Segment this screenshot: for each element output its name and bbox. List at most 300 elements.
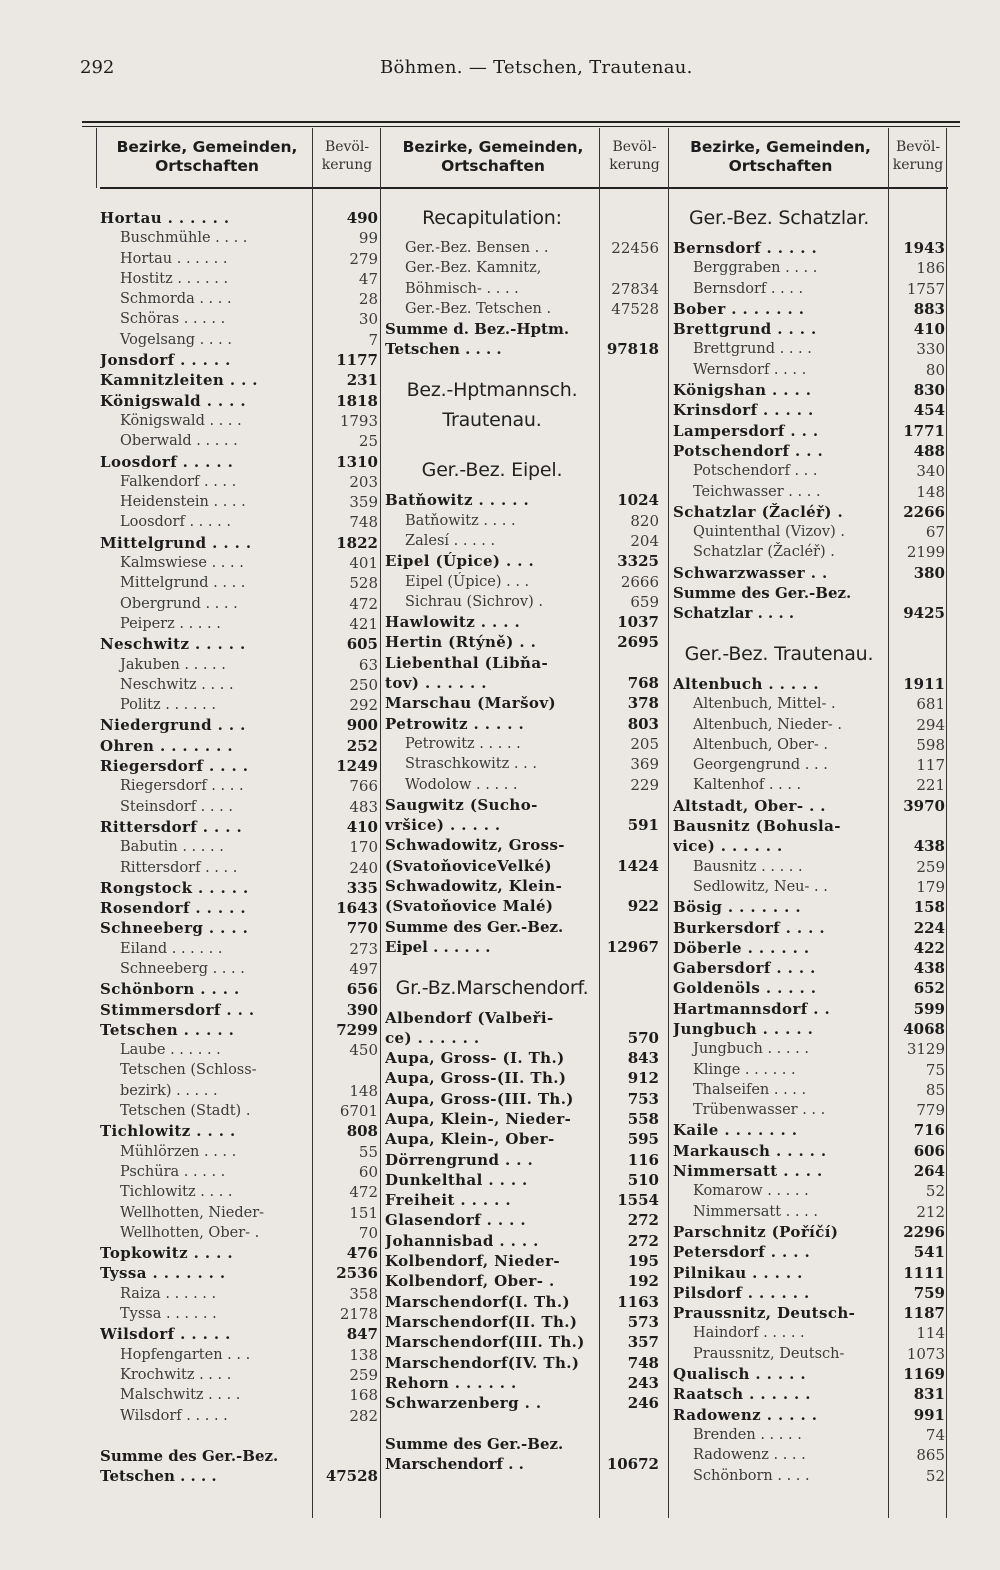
population-value: 330 xyxy=(916,340,945,359)
population-value: 820 xyxy=(630,511,659,530)
place-name: Nimmersatt . . . . xyxy=(673,1162,823,1181)
population-value: 2266 xyxy=(903,502,945,521)
population-value: 1818 xyxy=(336,391,378,410)
place-name: Marschendorf(II. Th.) xyxy=(385,1312,578,1331)
population-value: 681 xyxy=(916,695,945,714)
place-name: Wellhotten, Ober- . xyxy=(120,1224,260,1241)
population-value: 922 xyxy=(627,897,659,916)
population-value: 766 xyxy=(349,777,378,796)
place-name: Marschau (Maršov) xyxy=(385,694,556,713)
place-name: Ger.-Bez. Bensen . . xyxy=(405,240,549,256)
place-name: Jungbuch . . . . . xyxy=(673,1019,814,1038)
table-column-2 xyxy=(385,128,668,1518)
population-value: 340 xyxy=(916,462,945,481)
place-name: Raiza . . . . . . xyxy=(120,1285,217,1302)
header-name: Bezirke, Gemeinden, Ortschaften xyxy=(116,138,298,175)
place-name: Aupa, Gross-(II. Th.) xyxy=(385,1069,567,1088)
population-value: 240 xyxy=(349,858,378,877)
population-value: 279 xyxy=(349,249,378,268)
place-name: Freiheit . . . . . xyxy=(385,1191,512,1210)
place-name: Eipel (Úpice) . . . xyxy=(405,573,530,590)
population-value: 47528 xyxy=(325,1467,378,1486)
place-name: Mittelgrund . . . . xyxy=(100,533,252,552)
population-value: 1310 xyxy=(336,452,378,471)
population-value: 212 xyxy=(916,1202,945,1221)
population-value: 1793 xyxy=(339,411,378,430)
population-value: 55 xyxy=(358,1142,378,1161)
column-divider xyxy=(380,128,381,1518)
place-name: Hawlowitz . . . . xyxy=(385,613,521,632)
place-name: Ger.-Bez. Eipel. xyxy=(421,460,563,481)
place-name: Topkowitz . . . . xyxy=(100,1244,233,1263)
place-name: Klinge . . . . . . xyxy=(693,1061,796,1078)
top-rule-thin xyxy=(82,126,960,127)
population-value: 831 xyxy=(913,1385,945,1404)
population-value: 148 xyxy=(349,1081,378,1100)
population-value: 203 xyxy=(349,472,378,491)
place-name: Gabersdorf . . . . xyxy=(673,959,816,978)
place-name: Petrowitz . . . . . xyxy=(405,735,521,752)
place-name: Neschwitz . . . . xyxy=(120,676,234,693)
population-value: 358 xyxy=(349,1284,378,1303)
place-name: Hertin (Rtýně) . . xyxy=(385,633,537,652)
place-name: Georgengrund . . . xyxy=(693,757,828,774)
place-name: Böhmisch- . . . . xyxy=(405,280,519,297)
population-value: 6701 xyxy=(339,1102,378,1121)
place-name: Krochwitz . . . . xyxy=(120,1366,232,1383)
place-name: Potschendorf . . . xyxy=(693,463,818,480)
place-name: Eipel (Úpice) . . . xyxy=(385,552,535,571)
place-name: Petersdorf . . . . xyxy=(673,1243,811,1262)
place-name: Malschwitz . . . . xyxy=(120,1387,241,1404)
table-column-3 xyxy=(673,128,948,1518)
place-name: Radowenz . . . . xyxy=(693,1447,806,1464)
population-value: 472 xyxy=(349,594,378,613)
population-value: 3970 xyxy=(903,796,945,815)
population-value: 422 xyxy=(913,938,945,957)
place-name: Brettgrund . . . . xyxy=(693,341,812,358)
place-name: Königswald . . . . xyxy=(100,391,247,410)
population-value: 378 xyxy=(627,694,659,713)
place-name: Eiland . . . . . . xyxy=(120,940,223,957)
place-name: Schwarzenberg . . xyxy=(385,1394,542,1413)
place-name: Ohren . . . . . . . xyxy=(100,736,234,755)
place-name: Rittersdorf . . . . xyxy=(120,859,238,876)
population-value: 490 xyxy=(346,209,378,227)
column-divider xyxy=(946,128,947,1518)
place-name: Peiperz . . . . . xyxy=(120,615,221,632)
population-value: 243 xyxy=(627,1373,659,1392)
population-value: 221 xyxy=(916,776,945,795)
table-column-1 xyxy=(100,128,380,1518)
population-value: 595 xyxy=(627,1130,659,1149)
place-name: Komarow . . . . . xyxy=(693,1183,809,1200)
population-value: 591 xyxy=(627,816,659,835)
population-value: 7299 xyxy=(336,1020,378,1039)
population-value: 27834 xyxy=(611,279,659,298)
place-name: Altenbuch, Ober- . xyxy=(693,736,828,753)
place-name: Jakuben . . . . . xyxy=(120,656,226,673)
population-value: 186 xyxy=(916,259,945,278)
population-value: 252 xyxy=(346,736,378,755)
place-name: Goldenöls . . . . . xyxy=(673,979,817,998)
place-name: Tetschen . . . . xyxy=(385,340,502,359)
population-value: 47528 xyxy=(611,299,659,318)
place-name: Markausch . . . . . xyxy=(673,1141,827,1160)
population-value: 10672 xyxy=(606,1455,659,1474)
column-header xyxy=(385,128,668,186)
place-name: ce) . . . . . . xyxy=(385,1028,480,1047)
place-name: Summe d. Bez.-Hptm. xyxy=(385,320,570,339)
place-name: Lampersdorf . . . xyxy=(673,421,819,440)
place-name: Pschüra . . . . . xyxy=(120,1163,226,1180)
place-name: Tetschen . . . . xyxy=(100,1467,217,1486)
place-name: Kaile . . . . . . . xyxy=(673,1121,798,1140)
population-value: 438 xyxy=(913,959,945,978)
place-name: Riegersdorf . . . . xyxy=(100,757,249,776)
place-name: Bernsdorf . . . . . xyxy=(673,239,818,257)
running-head: Böhmen. — Tetschen, Trautenau. xyxy=(380,57,693,78)
place-name: Quintenthal (Vizov) . xyxy=(693,524,845,541)
population-value: 195 xyxy=(627,1252,659,1271)
place-name: Krinsdorf . . . . . xyxy=(673,401,814,420)
population-value: 510 xyxy=(627,1170,659,1189)
place-name: Petrowitz . . . . . xyxy=(385,714,525,733)
place-name: Rosendorf . . . . . xyxy=(100,899,247,918)
population-value: 148 xyxy=(916,482,945,501)
place-name: Altenbuch, Nieder- . xyxy=(693,716,842,733)
place-name: Aupa, Gross-(III. Th.) xyxy=(385,1089,574,1108)
population-value: 272 xyxy=(627,1211,659,1230)
place-name: Schönborn . . . . xyxy=(100,980,240,999)
population-value: 80 xyxy=(925,360,945,379)
place-name: Heidenstein . . . . xyxy=(120,494,246,511)
place-name: Wodolow . . . . . xyxy=(405,776,518,793)
place-name: Dörrengrund . . . xyxy=(385,1150,534,1169)
place-name: Hartmannsdorf . . xyxy=(673,999,831,1018)
place-name: Dunkelthal . . . . xyxy=(385,1170,528,1189)
population-value: 4068 xyxy=(903,1019,945,1038)
place-name: Schneeberg . . . . xyxy=(120,960,245,977)
column-divider xyxy=(312,128,313,1518)
population-value: 808 xyxy=(346,1122,378,1141)
place-name: Tetschen (Stadt) . xyxy=(120,1103,251,1120)
population-value: 865 xyxy=(916,1446,945,1465)
population-value: 158 xyxy=(913,898,945,917)
population-value: 272 xyxy=(627,1231,659,1250)
place-name: Laube . . . . . . xyxy=(120,1042,221,1059)
population-value: 3129 xyxy=(906,1040,945,1059)
population-value: 2178 xyxy=(339,1305,378,1324)
place-name: Thalseifen . . . . xyxy=(693,1081,807,1098)
top-rule xyxy=(82,121,960,123)
population-value: 7 xyxy=(368,330,378,349)
population-value: 246 xyxy=(627,1394,659,1413)
place-name: Döberle . . . . . . xyxy=(673,938,810,957)
place-name: (Svatoňovice Malé) xyxy=(385,897,554,916)
place-name: Trautenau. xyxy=(442,410,542,431)
population-value: 99 xyxy=(358,229,378,248)
place-name: Rehorn . . . . . . xyxy=(385,1373,517,1392)
population-value: 768 xyxy=(627,674,659,693)
population-value: 912 xyxy=(627,1069,659,1088)
place-name: Kolbendorf, Ober- . xyxy=(385,1272,555,1291)
population-value: 170 xyxy=(349,838,378,857)
population-value: 401 xyxy=(349,554,378,573)
place-name: Oberwald . . . . . xyxy=(120,433,238,450)
population-value: 454 xyxy=(913,401,945,420)
population-value: 748 xyxy=(349,513,378,532)
place-name: Raatsch . . . . . . xyxy=(673,1385,811,1404)
place-name: Jonsdorf . . . . . xyxy=(100,351,231,370)
population-value: 421 xyxy=(349,614,378,633)
place-name: Schwadowitz, Gross- xyxy=(385,836,565,855)
place-name: Trübenwasser . . . xyxy=(693,1102,826,1119)
population-value: 883 xyxy=(913,299,945,318)
place-name: Altstadt, Ober- . . xyxy=(673,796,826,815)
population-value: 1249 xyxy=(336,757,378,776)
place-name: Kamnitzleiten . . . xyxy=(100,371,258,390)
place-name: Königswald . . . . xyxy=(120,412,242,429)
place-name: Bösig . . . . . . . xyxy=(673,898,802,917)
population-value: 25 xyxy=(358,432,378,451)
population-value: 250 xyxy=(349,675,378,694)
place-name: Haindorf . . . . . xyxy=(693,1325,805,1342)
place-name: Stimmersdorf . . . xyxy=(100,1000,255,1019)
place-name: Recapitulation: xyxy=(422,208,562,229)
population-value: 2536 xyxy=(336,1264,378,1283)
header-population: Bevöl- kerung xyxy=(609,139,660,173)
population-value: 716 xyxy=(913,1121,945,1140)
place-name: Kaltenhof . . . . xyxy=(693,777,802,794)
population-value: 67 xyxy=(925,523,945,542)
place-name: Hortau . . . . . . xyxy=(120,250,228,267)
place-name: Ger.-Bez. Trautenau. xyxy=(684,643,874,665)
population-value: 570 xyxy=(627,1028,659,1047)
place-name: Falkendorf . . . . xyxy=(120,473,237,490)
place-name: Teichwasser . . . . xyxy=(693,483,821,500)
place-name: Mühlörzen . . . . xyxy=(120,1143,237,1160)
place-name: Obergrund . . . . xyxy=(120,595,238,612)
population-value: 3325 xyxy=(617,552,659,571)
place-name: Summe des Ger.-Bez. xyxy=(385,1434,564,1453)
place-name: Aupa, Klein-, Nieder- xyxy=(385,1109,572,1128)
population-value: 1187 xyxy=(903,1304,945,1323)
place-name: Pilnikau . . . . . xyxy=(673,1263,803,1282)
place-name: Batňowitz . . . . xyxy=(405,512,516,529)
population-value: 472 xyxy=(349,1183,378,1202)
place-name: Bausnitz . . . . . xyxy=(693,858,803,875)
place-name: Wernsdorf . . . . xyxy=(693,361,807,378)
place-name: Rittersdorf . . . . xyxy=(100,817,243,836)
column-divider xyxy=(888,128,889,1518)
place-name: Buschmühle . . . . xyxy=(120,230,248,247)
population-value: 390 xyxy=(346,1000,378,1019)
place-name: Bez.-Hptmannsch. xyxy=(406,380,578,401)
place-name: Tichlowitz . . . . xyxy=(120,1184,233,1201)
population-value: 60 xyxy=(358,1162,378,1181)
population-value: 1424 xyxy=(617,856,659,875)
population-value: 748 xyxy=(627,1353,659,1372)
population-value: 779 xyxy=(916,1101,945,1120)
population-value: 1822 xyxy=(336,533,378,552)
population-value: 770 xyxy=(346,919,378,938)
population-value: 759 xyxy=(913,1283,945,1302)
population-value: 1771 xyxy=(903,421,945,440)
place-name: Summe des Ger.-Bez. xyxy=(385,917,564,936)
population-value: 1037 xyxy=(617,613,659,632)
population-value: 2666 xyxy=(620,572,659,591)
place-name: Riegersdorf . . . . xyxy=(120,778,244,795)
place-name: Radowenz . . . . . xyxy=(673,1405,818,1424)
place-name: Brettgrund . . . . xyxy=(673,320,817,339)
header-population: Bevöl- kerung xyxy=(321,139,373,173)
population-value: 85 xyxy=(925,1080,945,1099)
population-value: 1554 xyxy=(617,1191,659,1210)
place-name: Politz . . . . . . xyxy=(120,697,216,714)
place-name: Wellhotten, Nieder- xyxy=(120,1204,265,1221)
population-value: 52 xyxy=(925,1466,945,1485)
population-value: 573 xyxy=(627,1312,659,1331)
population-value: 138 xyxy=(349,1345,378,1364)
population-value: 117 xyxy=(916,756,945,775)
population-value: 1943 xyxy=(903,239,945,257)
population-value: 224 xyxy=(913,918,945,937)
place-name: Gr.-Bz.Marschendorf. xyxy=(395,977,589,998)
header-name: Bezirke, Gemeinden, Ortschaften xyxy=(402,138,584,175)
place-name: Liebenthal (Libňa- xyxy=(385,653,549,672)
population-value: 47 xyxy=(358,269,378,288)
population-value: 380 xyxy=(913,563,945,582)
population-value: 2296 xyxy=(903,1222,945,1241)
column-header xyxy=(673,128,948,186)
place-name: tov) . . . . . . xyxy=(385,674,487,693)
place-name: Marschendorf . . xyxy=(385,1455,524,1474)
population-value: 1911 xyxy=(903,674,945,693)
population-value: 114 xyxy=(916,1324,945,1343)
population-value: 28 xyxy=(358,290,378,309)
place-name: Marschendorf(I. Th.) xyxy=(385,1292,570,1311)
place-name: Straschkowitz . . . xyxy=(405,756,537,773)
population-value: 359 xyxy=(349,493,378,512)
population-value: 12967 xyxy=(606,937,659,956)
population-value: 843 xyxy=(627,1049,659,1068)
place-name: Ger.-Bez. Kamnitz, xyxy=(405,260,542,277)
place-name: Marschendorf(IV. Th.) xyxy=(385,1353,580,1372)
population-value: 30 xyxy=(358,310,378,329)
place-name: Johannisbad . . . . xyxy=(385,1231,539,1250)
population-value: 2695 xyxy=(617,633,659,652)
place-name: Jungbuch . . . . . xyxy=(693,1041,809,1058)
place-name: Ger.-Bez. Tetschen . xyxy=(405,300,552,317)
place-name: Hopfengarten . . . xyxy=(120,1346,251,1363)
place-name: Tetschen . . . . . xyxy=(100,1020,235,1039)
place-name: Rongstock . . . . . xyxy=(100,878,249,897)
place-name: Aupa, Gross- (I. Th.) xyxy=(385,1049,565,1068)
population-value: 652 xyxy=(913,979,945,998)
place-name: Burkersdorf . . . . xyxy=(673,918,825,937)
place-name: Schatzlar (Žacléř) . xyxy=(673,502,844,521)
place-name: Loosdorf . . . . . xyxy=(100,452,234,471)
page-number: 292 xyxy=(80,57,115,78)
population-value: 1757 xyxy=(906,279,945,298)
place-name: Summe des Ger.-Bez. xyxy=(673,584,852,603)
place-name: Praussnitz, Deutsch- xyxy=(673,1304,856,1323)
population-value: 22456 xyxy=(611,239,659,257)
population-value: 803 xyxy=(627,714,659,733)
place-name: Praussnitz, Deutsch- xyxy=(693,1345,845,1362)
place-name: Schatzlar . . . . xyxy=(673,604,795,623)
population-value: 192 xyxy=(627,1272,659,1291)
population-value: 753 xyxy=(627,1089,659,1108)
population-value: 204 xyxy=(630,531,659,550)
place-name: Schwarzwasser . . xyxy=(673,563,828,582)
population-value: 9425 xyxy=(903,604,945,623)
population-value: 991 xyxy=(913,1405,945,1424)
population-value: 168 xyxy=(349,1386,378,1405)
column-divider xyxy=(668,128,669,1518)
place-name: Altenbuch . . . . . xyxy=(673,674,819,693)
place-name: Brenden . . . . . xyxy=(693,1426,802,1443)
population-value: 599 xyxy=(913,999,945,1018)
population-value: 847 xyxy=(346,1325,378,1344)
population-value: 528 xyxy=(349,574,378,593)
place-name: Schmorda . . . . xyxy=(120,291,232,308)
place-name: Tetschen (Schloss- xyxy=(120,1062,257,1079)
place-name: Bernsdorf . . . . xyxy=(693,280,804,297)
place-name: Tichlowitz . . . . xyxy=(100,1122,236,1141)
population-value: 369 xyxy=(630,755,659,774)
place-name: Zalesí . . . . . xyxy=(405,532,496,549)
population-value: 438 xyxy=(913,837,945,856)
population-value: 1169 xyxy=(903,1365,945,1384)
population-value: 1111 xyxy=(903,1263,945,1282)
population-value: 259 xyxy=(349,1365,378,1384)
place-name: Sichrau (Sichrov) . xyxy=(405,593,543,610)
place-name: Potschendorf . . . xyxy=(673,441,824,460)
place-name: Altenbuch, Mittel- . xyxy=(693,696,836,713)
place-name: Tyssa . . . . . . xyxy=(120,1306,217,1323)
population-value: 1163 xyxy=(617,1292,659,1311)
place-name: Babutin . . . . . xyxy=(120,839,224,856)
population-value: 1024 xyxy=(617,491,659,510)
population-value: 75 xyxy=(925,1060,945,1079)
place-name: Ger.-Bez. Schatzlar. xyxy=(688,208,870,229)
population-value: 656 xyxy=(346,980,378,999)
population-value: 116 xyxy=(627,1150,659,1169)
header-population: Bevöl- kerung xyxy=(892,139,944,173)
place-name: (SvatoňoviceVelké) xyxy=(385,856,553,875)
population-value: 282 xyxy=(349,1406,378,1425)
column-divider xyxy=(96,128,97,188)
place-name: Parschnitz (Poříčí) xyxy=(673,1222,839,1241)
population-value: 97818 xyxy=(606,340,659,359)
population-value: 357 xyxy=(627,1333,659,1352)
population-value: 294 xyxy=(916,715,945,734)
population-value: 1073 xyxy=(906,1344,945,1363)
population-value: 558 xyxy=(627,1109,659,1128)
place-name: Loosdorf . . . . . xyxy=(120,514,231,531)
population-value: 63 xyxy=(358,655,378,674)
population-value: 1643 xyxy=(336,899,378,918)
population-value: 151 xyxy=(349,1203,378,1222)
place-name: Sedlowitz, Neu- . . xyxy=(693,878,828,895)
place-name: vice) . . . . . . xyxy=(673,837,783,856)
place-name: Aupa, Klein-, Ober- xyxy=(385,1130,555,1149)
header-name: Bezirke, Gemeinden, Ortschaften xyxy=(690,138,871,175)
place-name: Niedergrund . . . xyxy=(100,716,246,735)
population-value: 410 xyxy=(346,817,378,836)
